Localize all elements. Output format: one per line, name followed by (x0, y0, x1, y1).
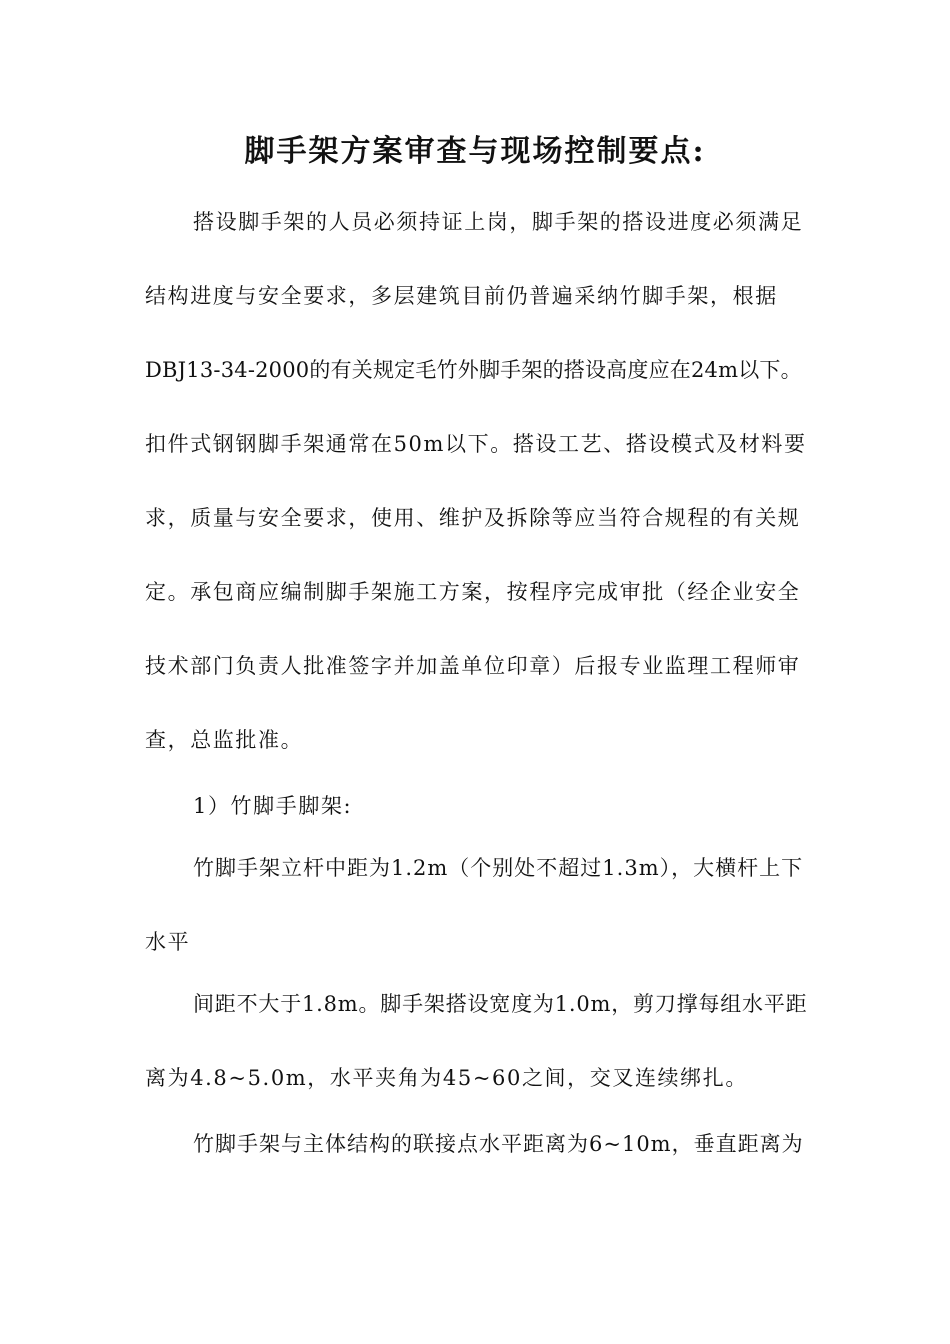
paragraph-line: 查，总监批准。 (145, 728, 304, 752)
paragraph-line: 间距不大于1.8m。脚手架搭设宽度为1.0m，剪刀撑每组水平距 (193, 992, 808, 1016)
paragraph-line: 竹脚手架立杆中距为1.2m（个别处不超过1.3m），大横杆上下 (193, 856, 804, 880)
document-title: 脚手架方案审查与现场控制要点: (244, 134, 706, 169)
paragraph-line: 技术部门负责人批准签字并加盖单位印章）后报专业监理工程师审 (145, 654, 801, 678)
paragraph-line: 扣件式钢钢脚手架通常在50m以下。搭设工艺、搭设模式及材料要 (145, 432, 807, 456)
paragraph-line: 求，质量与安全要求，使用、维护及拆除等应当符合规程的有关规 (145, 506, 801, 530)
section-heading: 1）竹脚手脚架: (193, 794, 353, 818)
paragraph-line: 定。承包商应编制脚手架施工方案，按程序完成审批（经企业安全 (145, 580, 801, 604)
paragraph-line: DBJ13-34-2000的有关规定毛竹外脚手架的搭设高度应在24m以下。 (145, 358, 802, 382)
paragraph-line: 水平 (145, 930, 191, 954)
paragraph-line: 搭设脚手架的人员必须持证上岗，脚手架的搭设进度必须满足 (193, 210, 804, 234)
paragraph-line: 离为4.8~5.0m，水平夹角为45~60之间，交叉连续绑扎。 (145, 1066, 748, 1090)
paragraph-line: 结构进度与安全要求，多层建筑目前仍普遍采纳竹脚手架，根据 (145, 284, 778, 308)
paragraph-line: 竹脚手架与主体结构的联接点水平距离为6~10m，垂直距离为 (193, 1132, 804, 1156)
